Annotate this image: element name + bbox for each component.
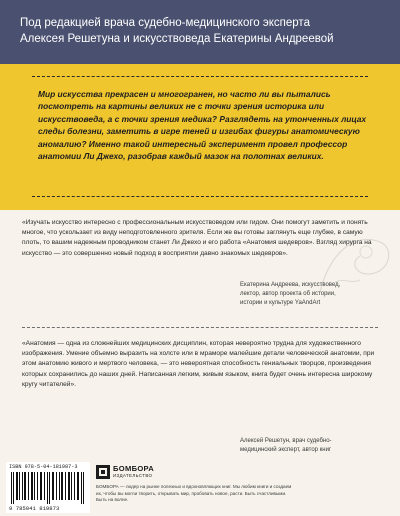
intro-band bbox=[0, 64, 400, 210]
quote-1-author bbox=[240, 281, 380, 308]
intro-dashed-rule-top bbox=[32, 76, 368, 77]
barcode bbox=[6, 462, 90, 513]
quotes-dashed-divider bbox=[22, 327, 378, 328]
editors-credit bbox=[20, 15, 390, 47]
quote-1-author-line: лектор, автор проекта об истории, bbox=[240, 291, 336, 297]
publisher-name: БОМБОРА bbox=[113, 464, 155, 473]
publisher-description: БОМБОРА — лидер на рынке полезных и вдохновляющих книг. Мы любим книги и создаем их, чтобы вы могли творить, открывать мир, пробовать новое, расти. Быть счастливыми. Быть на волне. bbox=[96, 484, 292, 503]
quote-2-author-line: Алексей Решетун, врач судебно- bbox=[240, 438, 332, 444]
intro-text: Мир искусства прекрасен и многогранен, но часто ли вы пытались посмотреть на картины великих не с точки зрения историка или искусствоведа, а с точки зрения медика? Разглядеть на утонченных лицах следы болезни, заметить в игре теней и изгибах фигуры анатомическую аномалию? Именно такой интересный эксперимент провел профессор анатомии Ли Джехо, разобрав каждый мазок на полотнах великих. bbox=[38, 89, 367, 162]
quote-1-author-line: истории и культуре YaAndArt bbox=[240, 300, 321, 306]
bombora-logo-icon bbox=[96, 465, 110, 479]
publisher-subtitle: ИЗДАТЕЛЬСТВО bbox=[113, 473, 153, 478]
quote-2: «Анатомия — одна из сложнейших медицинских дисциплин, которая невероятно трудна для художественного изображения. Умение объемно выразить на холсте или в мраморе малейшие детали человеческой анатомии, при этом анатомию живого и мертвого человека, — это невероятная способность гениальных творцов, произведения которых сохранились до наших дней. Написанная легким, живым языком, книга будет очень интересна широкому кругу читателей». bbox=[22, 340, 375, 388]
quote-1: «Изучать искусство интересно с профессиональным искусствоведом или гидом. Они помогут заметить и понять многое, что ускользает из виду неподготовленного зрителя. Если же вы готовы заглянуть еще глубже, в самую плоть, то вашим надежным проводником станет Ли Джехо и его работа «Анатомия шедевров». Взгляд хирурга на искусство — это совершенно новый подход в восприятии давно знакомых шедевров». bbox=[22, 219, 372, 257]
editors-line-2: Алексея Решетуна и искусствоведа Екатерины Андреевой bbox=[20, 33, 334, 45]
intro-dashed-rule-bottom bbox=[32, 196, 368, 197]
isbn-text: ISBN 978-5-04-181987-3 bbox=[9, 464, 78, 470]
editors-line-1: Под редакцией врача судебно-медицинского эксперта bbox=[20, 17, 310, 29]
barcode-number: 9 785041 819873 bbox=[9, 505, 60, 512]
quote-2-author bbox=[240, 437, 390, 455]
quote-1-author-line: Екатерина Андреева, искусствовед, bbox=[240, 282, 341, 288]
barcode-bars-icon bbox=[10, 472, 86, 504]
quote-2-author-line: медицинский эксперт, автор книг bbox=[240, 447, 332, 453]
